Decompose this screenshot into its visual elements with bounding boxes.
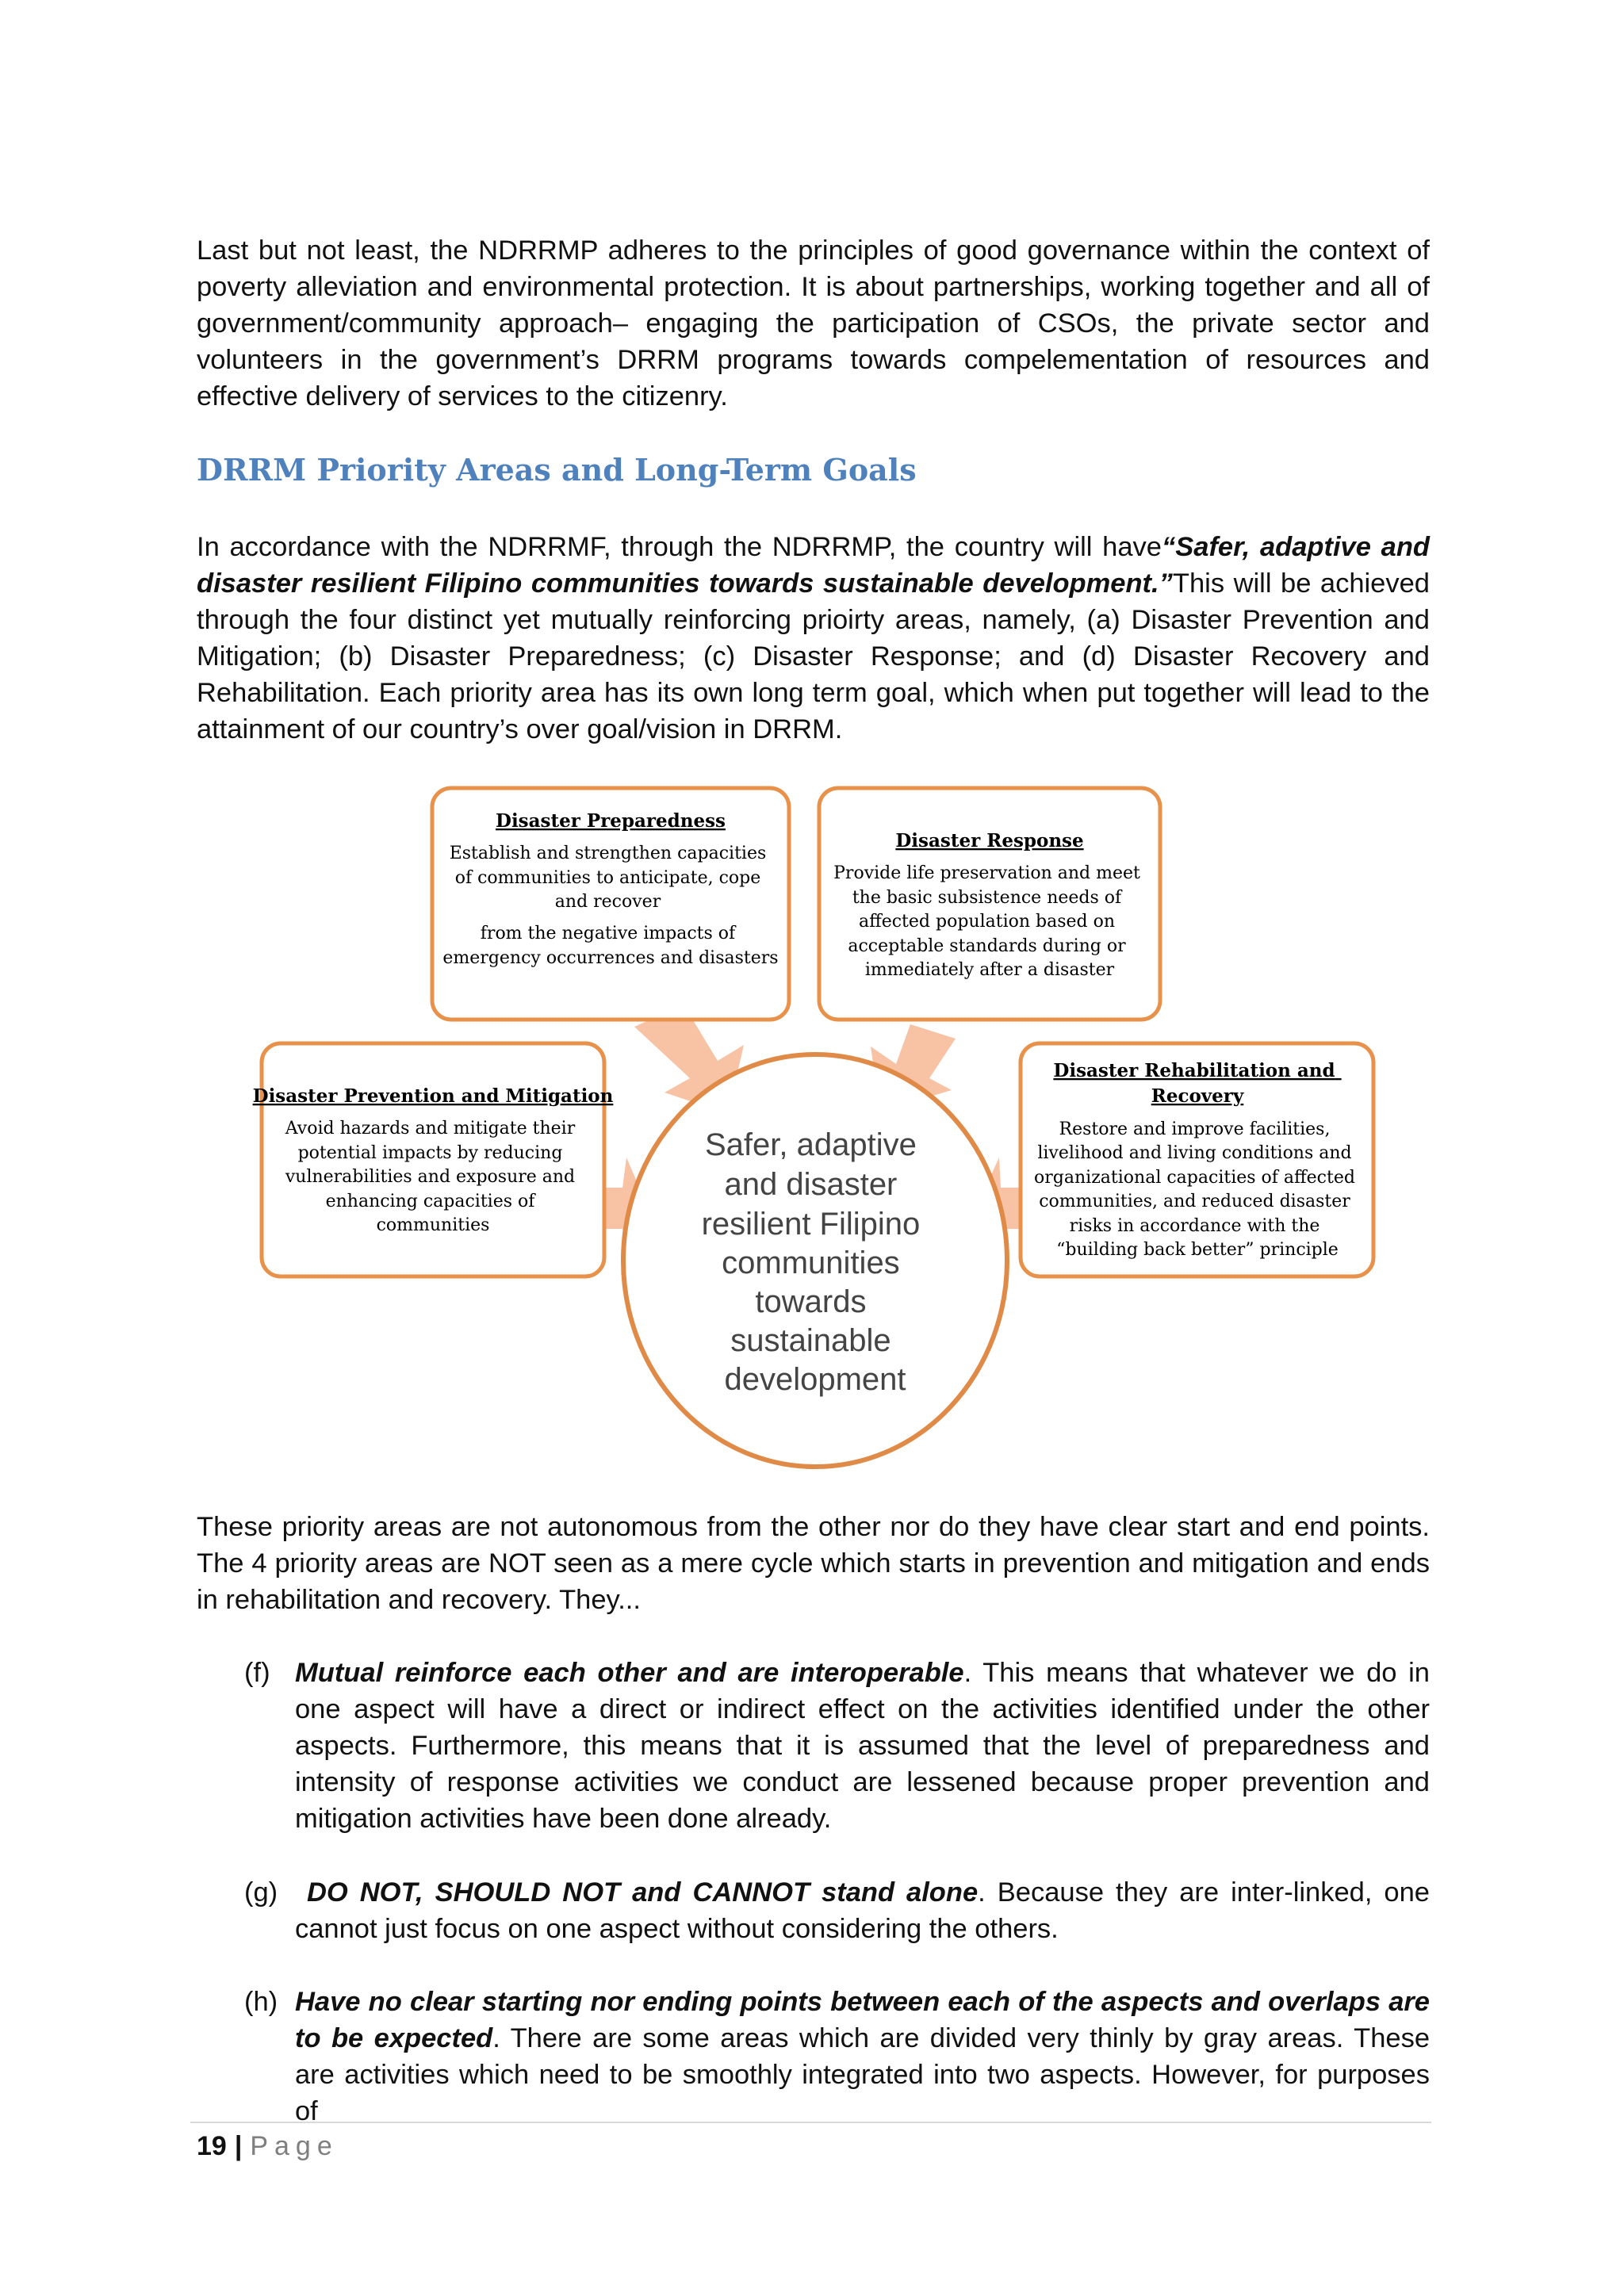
response-line: Provide life preservation and meet <box>833 863 1140 883</box>
preparedness-line: and recover <box>554 892 661 912</box>
list-content <box>295 1874 1430 1947</box>
list-emphasis: DO NOT, SHOULD NOT and CANNOT stand alone <box>295 1877 979 1908</box>
list-content <box>295 1984 1430 2130</box>
goal-line-6: sustainable <box>730 1323 891 1358</box>
list-item-f <box>197 1655 1430 1837</box>
section-heading: DRRM Priority Areas and Long-Term Goals <box>197 452 917 488</box>
rehabilitation-line: organizational capacities of affected <box>1034 1168 1355 1188</box>
list-marker: (h) <box>244 1987 278 2017</box>
preparedness-line: emergency occurrences and disasters <box>442 948 779 968</box>
goal-line-7: development <box>724 1362 906 1397</box>
list-emphasis: Mutual reinforce each other and are interoperable <box>295 1658 964 1688</box>
preparedness-title: Disaster Preparedness <box>496 810 726 832</box>
list-item-g <box>197 1874 1430 1947</box>
prevention-line: communities <box>376 1215 490 1235</box>
list-marker: (g) <box>244 1877 278 1908</box>
vision-text-after: This will be achieved through the four distinct yet mutually reinforcing prioirty areas, namely, (a) Disaster Prevention and Mitigation; (b) Disaster Preparedness; (c) Disaster Response; and (d) Disaster Recovery and Rehabilitation. Each priority area has its own long term goal, which when put together will lead to the attainment of our country’s over goal/vision in DRRM. <box>197 568 1430 744</box>
response-line: immediately after a disaster <box>864 960 1115 980</box>
list-content <box>295 1655 1430 1837</box>
response-line: affected population based on <box>858 912 1116 932</box>
goal-circle-text <box>702 1127 929 1397</box>
goal-line-1: Safer, adaptive <box>705 1127 917 1162</box>
rehabilitation-line: livelihood and living conditions and <box>1037 1143 1352 1163</box>
rehabilitation-line: “building back better” principle <box>1056 1240 1339 1260</box>
response-line: acceptable standards during or <box>848 936 1126 956</box>
rehabilitation-line: communities, and reduced disaster <box>1039 1192 1350 1211</box>
preparedness-line: Establish and strengthen capacities <box>449 844 767 863</box>
intro-paragraph: Last but not least, the NDRRMP adheres to the principles of good governance within the context of poverty alleviation and environmental protection. It is about partnerships, working together and all of government/community approach– engaging the participation of CSOs, the private sector and volunteers in the government’s DRRM programs towards compelementation of resources and effective delivery of services to the citizenry. <box>197 235 1430 411</box>
prevention-line: enhancing capacities of <box>325 1192 535 1211</box>
page-footer <box>197 2128 339 2164</box>
preparedness-line: of communities to anticipate, cope <box>454 868 761 888</box>
prevention-line: potential impacts by reducing <box>297 1143 563 1163</box>
goal-line-5: towards <box>755 1284 867 1319</box>
list-text: . This means that whatever we do in one aspect will have a direct or indirect effect on the activities identified under the other aspects. Furthermore, this means that it is assumed that the level of preparedness and intensity of response activities we conduct are lessened because proper prevention and mitigation activities have been done already. <box>295 1658 1430 1834</box>
after-diagram-paragraph: These priority areas are not autonomous from the other nor do they have clear start and end points. The 4 priority areas are NOT seen as a mere cycle which starts in prevention and mitigation and ends in rehabilitation and recovery. They... <box>197 1512 1430 1615</box>
preparedness-line: from the negative impacts of <box>480 924 736 943</box>
list-marker: (f) <box>244 1658 270 1688</box>
goal-line-2: and disaster <box>724 1167 898 1202</box>
footer-separator: | <box>234 2131 243 2161</box>
rehabilitation-line: Restore and improve facilities, <box>1059 1119 1331 1139</box>
goal-line-3: resilient Filipino <box>701 1207 921 1242</box>
page-label: Page <box>250 2131 339 2161</box>
list-text: . There are some areas which are divided very thinly by gray areas. These are activities which need to be smoothly integrated into two aspects. However, for purposes of <box>295 2023 1431 2126</box>
response-text <box>833 863 1146 980</box>
list-emphasis: Have no clear starting nor ending points between each of the aspects and overlaps are to be expected <box>295 1987 1430 2053</box>
footer-divider <box>190 2122 1431 2123</box>
vision-text-before: In accordance with the NDRRMF, through the NDRRMP, the country will have <box>197 532 1162 562</box>
prevention-line: vulnerabilities and exposure and <box>285 1167 576 1187</box>
response-line: the basic subsistence needs of <box>852 888 1122 908</box>
rehabilitation-title-line: Disaster Rehabilitation and <box>1053 1060 1335 1081</box>
rehabilitation-line: risks in accordance with the <box>1069 1216 1320 1236</box>
list-text: . Because they are inter-linked, one cannot just focus on one aspect without considering the others. <box>295 1877 1430 1944</box>
prevention-title: Disaster Prevention and Mitigation <box>252 1085 614 1107</box>
goal-line-4: communities <box>722 1246 900 1280</box>
response-title: Disaster Response <box>895 830 1084 851</box>
page-number: 19 <box>197 2131 227 2161</box>
list-item-h <box>197 1984 1430 2130</box>
rehabilitation-title-line: Recovery <box>1151 1085 1244 1107</box>
prevention-line: Avoid hazards and mitigate their <box>285 1119 576 1138</box>
vision-statement: “Safer, adaptive and disaster resilient Filipino communities towards sustainable development.” <box>197 532 1430 599</box>
